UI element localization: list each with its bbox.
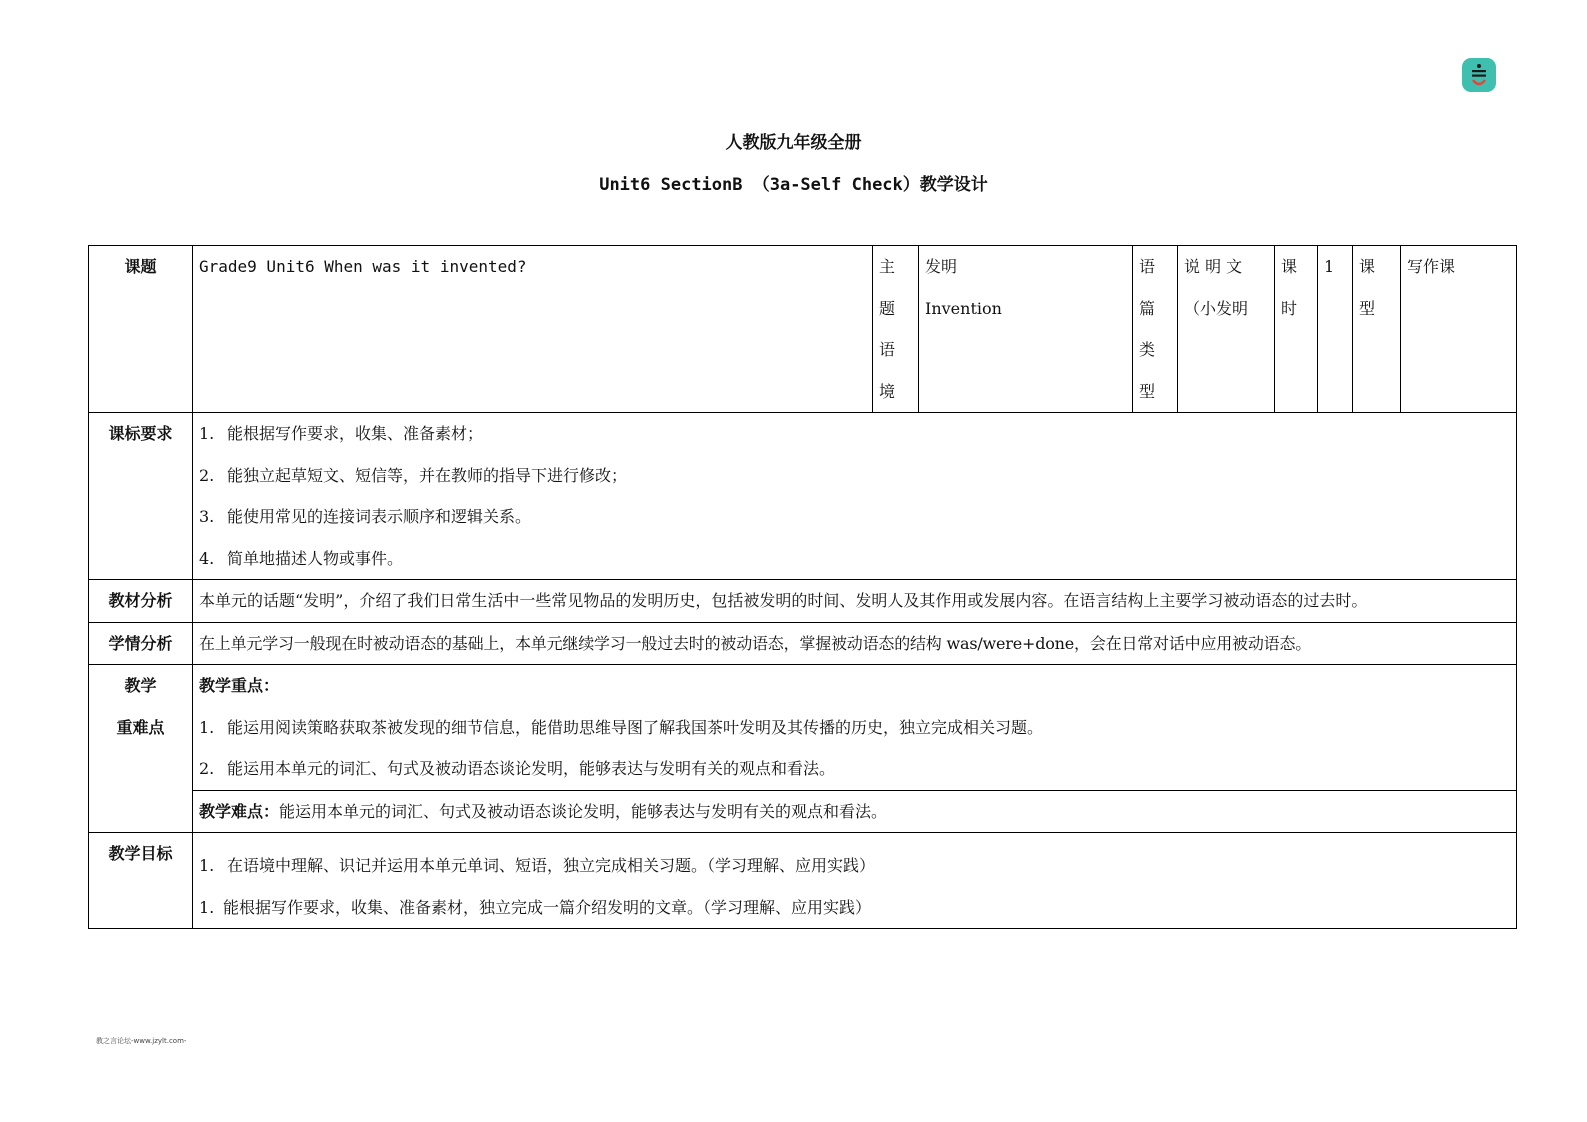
theme-value-en: Invention — [925, 298, 1002, 318]
standards-content — [193, 413, 1517, 580]
theme-label-char: 语 — [879, 340, 896, 359]
students-label: 学情分析 — [89, 622, 193, 665]
theme-label — [873, 246, 919, 413]
genre-label — [1133, 246, 1178, 413]
list-item: 3. 能使用常见的连接词表示顺序和逻辑关系。 — [199, 507, 532, 526]
theme-label-char: 主 — [879, 257, 896, 276]
genre-label-char: 篇 — [1139, 298, 1156, 318]
theme-value-cn: 发明 — [925, 257, 958, 276]
type-label — [1353, 246, 1401, 413]
genre-value-line1: 说 明 文 — [1184, 257, 1243, 276]
material-text: 本单元的话题“发明”，介绍了我们日常生活中一些常见物品的发明历史，包括被发明的时间、发明人及其作用或发展内容。在语言结构上主要学习被动语态的过去时。 — [193, 580, 1517, 623]
row-standards — [89, 413, 1517, 580]
genre-label-char: 型 — [1139, 381, 1156, 401]
goals-label: 教学目标 — [89, 833, 193, 929]
theme-label-char: 境 — [879, 381, 896, 401]
page-title: 人教版九年级全册 — [725, 133, 862, 153]
type-label-char: 课 — [1359, 257, 1376, 276]
list-item: 1. 能根据写作要求，收集、准备素材，独立完成一篇介绍发明的文章。（学习理解、应用实践） — [199, 897, 872, 917]
page-subtitle: Unit6 SectionB （3a-Self Check）教学设计 — [599, 175, 988, 195]
period-value: 1 — [1318, 246, 1353, 413]
genre-value — [1178, 246, 1275, 413]
key-points — [193, 665, 1517, 791]
material-label: 教材分析 — [89, 580, 193, 623]
standards-label: 课标要求 — [89, 413, 193, 580]
genre-label-char: 语 — [1139, 257, 1156, 276]
genre-label-char: 类 — [1139, 340, 1156, 359]
row-students — [89, 622, 1517, 665]
topic-value: Grade9 Unit6 When was it invented? — [193, 246, 873, 413]
list-item: 2. 能独立起草短文、短信等，并在教师的指导下进行修改； — [199, 465, 628, 485]
difficulty-text: 能运用本单元的词汇、句式及被动语态谈论发明，能够表达与发明有关的观点和看法。 — [279, 801, 888, 821]
difficulty-title: 教学难点： — [199, 801, 280, 821]
footer-text: 教之言论坛-www.jzylt.com- — [96, 1037, 187, 1045]
key-label-line2: 重难点 — [116, 717, 165, 737]
list-item: 1. 在语境中理解、识记并运用本单元单词、短语，独立完成相关习题。（学习理解、应用实践） — [199, 856, 876, 875]
period-label-char: 课 — [1281, 257, 1298, 276]
lesson-plan-table — [88, 245, 1517, 929]
row-difficulty — [89, 790, 1517, 833]
theme-value — [919, 246, 1133, 413]
list-item: 1. 能根据写作要求，收集、准备素材； — [199, 424, 484, 443]
difficulty-points — [193, 790, 1517, 833]
period-label-char: 时 — [1281, 298, 1298, 318]
row-key — [89, 665, 1517, 791]
topic-label: 课题 — [89, 246, 193, 413]
key-label — [89, 665, 193, 833]
type-value: 写作课 — [1401, 246, 1517, 413]
logo-icon — [1462, 58, 1496, 92]
key-title: 教学重点： — [199, 676, 280, 695]
row-topic — [89, 246, 1517, 413]
list-item: 4. 简单地描述人物或事件。 — [199, 548, 404, 568]
list-item: 1. 能运用阅读策略获取茶被发现的细节信息，能借助思维导图了解我国茶叶发明及其传播的历史，独立完成相关习题。 — [199, 717, 1044, 737]
genre-value-line2: （小发明 — [1184, 298, 1249, 318]
type-label-char: 型 — [1359, 298, 1376, 318]
row-material — [89, 580, 1517, 623]
period-label — [1275, 246, 1318, 413]
goals-content — [193, 833, 1517, 929]
theme-label-char: 题 — [879, 298, 896, 318]
key-label-line1: 教学 — [124, 676, 157, 695]
students-text: 在上单元学习一般现在时被动语态的基础上，本单元继续学习一般过去时的被动语态，掌握被动语态的结构 was/were+done，会在日常对话中应用被动语态。 — [193, 622, 1517, 665]
row-goals — [89, 833, 1517, 929]
list-item: 2. 能运用本单元的词汇、句式及被动语态谈论发明，能够表达与发明有关的观点和看法。 — [199, 759, 836, 778]
